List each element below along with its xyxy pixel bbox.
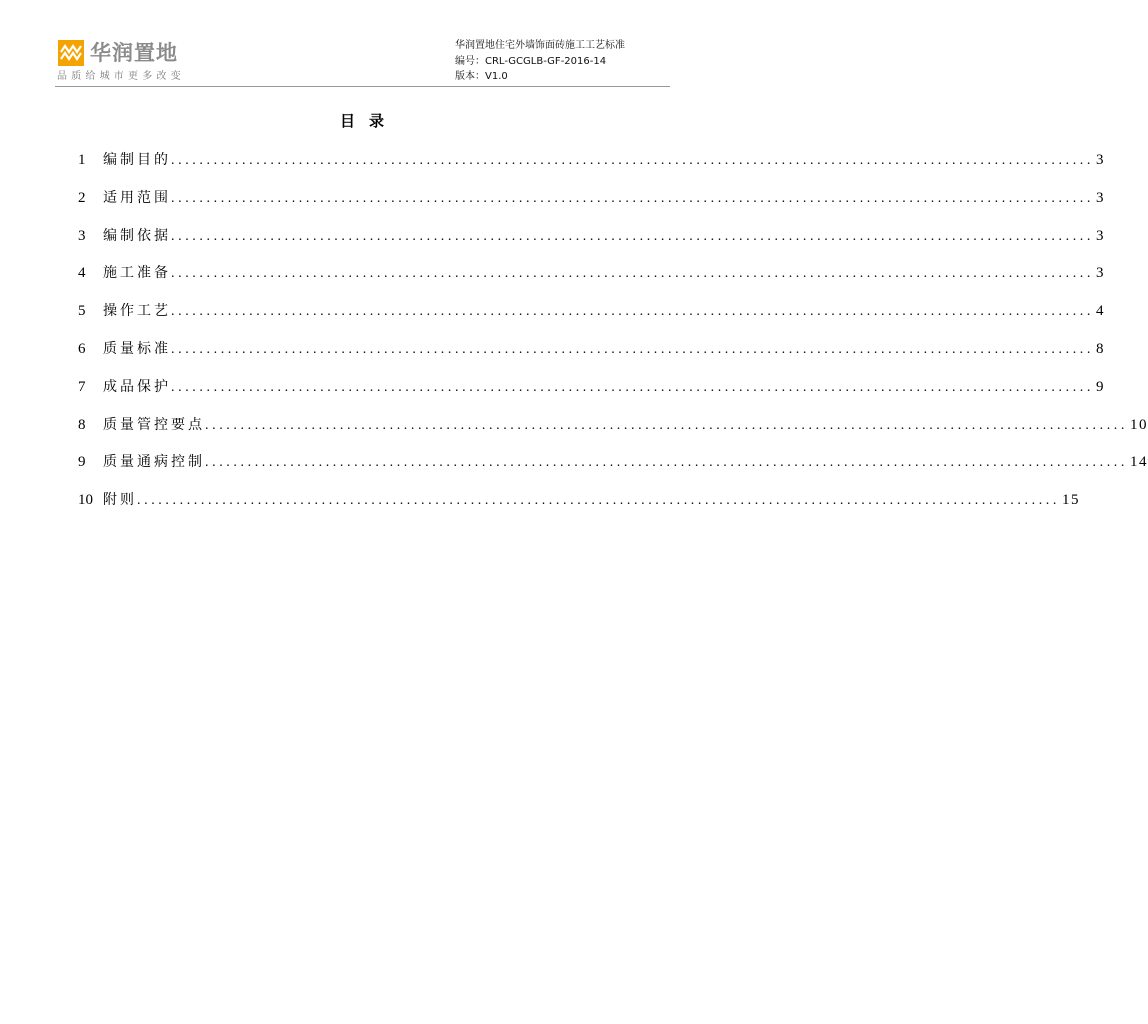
- company-logo: [58, 40, 178, 66]
- toc-entry-number: 3: [78, 227, 86, 244]
- toc-leader-dots: ..................................................................................................................................: [137, 493, 1060, 509]
- toc-leader-dots: ..................................................................................................................................: [171, 266, 1094, 282]
- toc-leader-dots: ..................................................................................................................................: [171, 228, 1094, 244]
- toc-entry-number: 5: [78, 303, 86, 320]
- toc-entry-label: 质量标准: [103, 341, 171, 357]
- toc-leader-dots: ..................................................................................................................................: [171, 190, 1094, 206]
- toc-entry-label: 施工准备: [103, 265, 171, 282]
- document-number: 编号：CRL-GCGLB-GF-2016-14: [455, 55, 607, 67]
- toc-entry-label: 质量管控要点: [103, 416, 205, 433]
- toc-entry-number: 2: [78, 189, 86, 206]
- toc-entry-number: 6: [78, 341, 86, 357]
- toc-entry-label: 编制目的: [103, 152, 171, 168]
- document-meta: [455, 38, 625, 85]
- toc-entry-page: 14: [1130, 454, 1148, 471]
- document-title: 华润置地住宅外墙饰面砖施工工艺标准: [455, 40, 625, 51]
- toc-entry[interactable]: [78, 301, 1105, 321]
- toc-entry-number: 8: [78, 416, 86, 433]
- toc-entry-number: 4: [78, 265, 86, 282]
- toc-entry-page: 15: [1062, 492, 1080, 509]
- toc-entry[interactable]: [78, 415, 1148, 435]
- toc-entry-page: 9: [1096, 378, 1105, 395]
- toc-entry-page: 4: [1096, 303, 1105, 320]
- toc-entry-label: 成品保护: [103, 378, 171, 395]
- header-divider: [55, 86, 670, 87]
- toc-entry-page: 8: [1096, 341, 1105, 357]
- toc-entry[interactable]: [78, 263, 1105, 283]
- toc-leader-dots: ..................................................................................................................................: [171, 379, 1094, 395]
- toc-entry[interactable]: [78, 150, 1105, 170]
- toc-entry-page: 10: [1130, 416, 1148, 433]
- toc-entry[interactable]: [78, 339, 1105, 359]
- toc-entry[interactable]: [78, 188, 1105, 208]
- toc-entry-page: 3: [1096, 189, 1105, 206]
- china-resources-land-logo-icon: [58, 40, 84, 66]
- toc-entry-number: 9: [78, 454, 86, 471]
- toc-entry[interactable]: [78, 377, 1105, 397]
- toc-entry-label: 编制依据: [103, 227, 171, 244]
- toc-entry-number: 1: [78, 152, 86, 168]
- toc-entry-page: 3: [1096, 227, 1105, 244]
- toc-entry[interactable]: [78, 226, 1105, 246]
- toc-entry-page: 3: [1096, 152, 1105, 168]
- brand-name: 华润置地: [90, 41, 178, 65]
- toc-leader-dots: ..................................................................................................................................: [171, 304, 1094, 320]
- toc-entry-number: 10: [78, 492, 93, 509]
- toc-entry[interactable]: [78, 452, 1148, 472]
- toc-title: 目录: [339, 112, 398, 130]
- toc-entry-label: 附则: [103, 492, 137, 509]
- toc-entry-label: 操作工艺: [103, 303, 171, 320]
- toc-entry-label: 适用范围: [103, 189, 171, 206]
- toc-leader-dots: ..................................................................................................................................: [205, 417, 1128, 433]
- brand-slogan: 品质给城市更多改变: [57, 71, 185, 82]
- toc-leader-dots: ..................................................................................................................................: [171, 342, 1094, 357]
- toc-entry-page: 3: [1096, 265, 1105, 282]
- toc-leader-dots: ..................................................................................................................................: [205, 455, 1128, 471]
- document-version: 版本：V1.0: [455, 71, 508, 82]
- toc-entry[interactable]: [78, 490, 1080, 510]
- toc-entry-label: 质量通病控制: [103, 454, 205, 471]
- toc-entry-number: 7: [78, 378, 86, 395]
- toc-leader-dots: ..................................................................................................................................: [171, 153, 1094, 168]
